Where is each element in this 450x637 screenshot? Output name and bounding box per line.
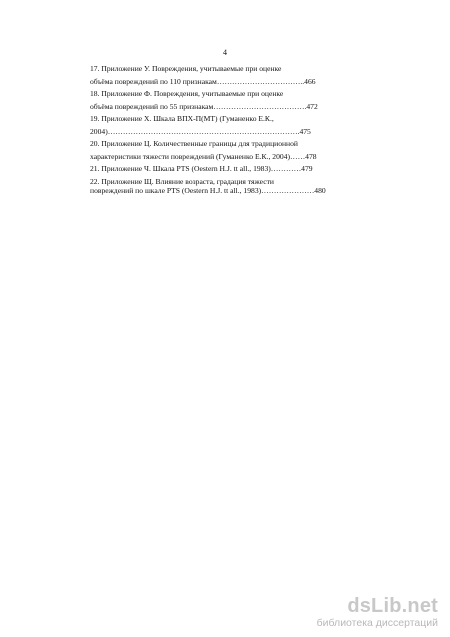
toc-entry-line: характеристики тяжести повреждений (Гуманенко Е.К., 2004)……478 xyxy=(90,151,317,161)
toc-entry-18 xyxy=(90,89,360,111)
watermark xyxy=(317,596,438,629)
page-number: 4 xyxy=(223,48,227,57)
table-of-contents xyxy=(90,64,360,196)
toc-entry-20 xyxy=(90,139,360,161)
toc-entry-line: 22. Приложение Щ. Влияние возраста, градация тяжести xyxy=(90,176,274,186)
toc-entry-line: повреждений по шкале PTS (Oestern H.J. tt all., 1983)…………………480 xyxy=(90,186,326,195)
toc-entry-17 xyxy=(90,64,360,86)
toc-entry-line: 18. Приложение Ф. Повреждения, учитываемые при оценке xyxy=(90,89,284,98)
toc-entry-line: 21. Приложение Ч. Шкала PTS (Oestern H.J. tt all., 1983)…………479 xyxy=(90,164,313,173)
watermark-subtitle: библиотека диссертаций xyxy=(316,617,438,629)
toc-entry-line: объёма повреждений по 55 признакам……………………………….472 xyxy=(90,101,318,111)
toc-entry-line: 20. Приложение Ц. Количественные границы для традиционной xyxy=(90,139,298,148)
toc-entry-line: 2004)………………………………………………………………….475 xyxy=(90,126,311,136)
watermark-logo: dsLib.net xyxy=(347,595,438,617)
toc-entry-line: 19. Приложение Х. Шкала ВПХ-П(МТ) (Гуманенко Е.К., xyxy=(90,114,274,123)
toc-entry-19 xyxy=(90,114,360,136)
toc-entry-22 xyxy=(90,177,360,196)
toc-entry-line: 17. Приложение У. Повреждения, учитываемые при оценке xyxy=(90,64,282,73)
toc-entry-line: объёма повреждений по 110 признакам……………………………..466 xyxy=(90,76,316,86)
toc-entry-21 xyxy=(90,164,360,174)
